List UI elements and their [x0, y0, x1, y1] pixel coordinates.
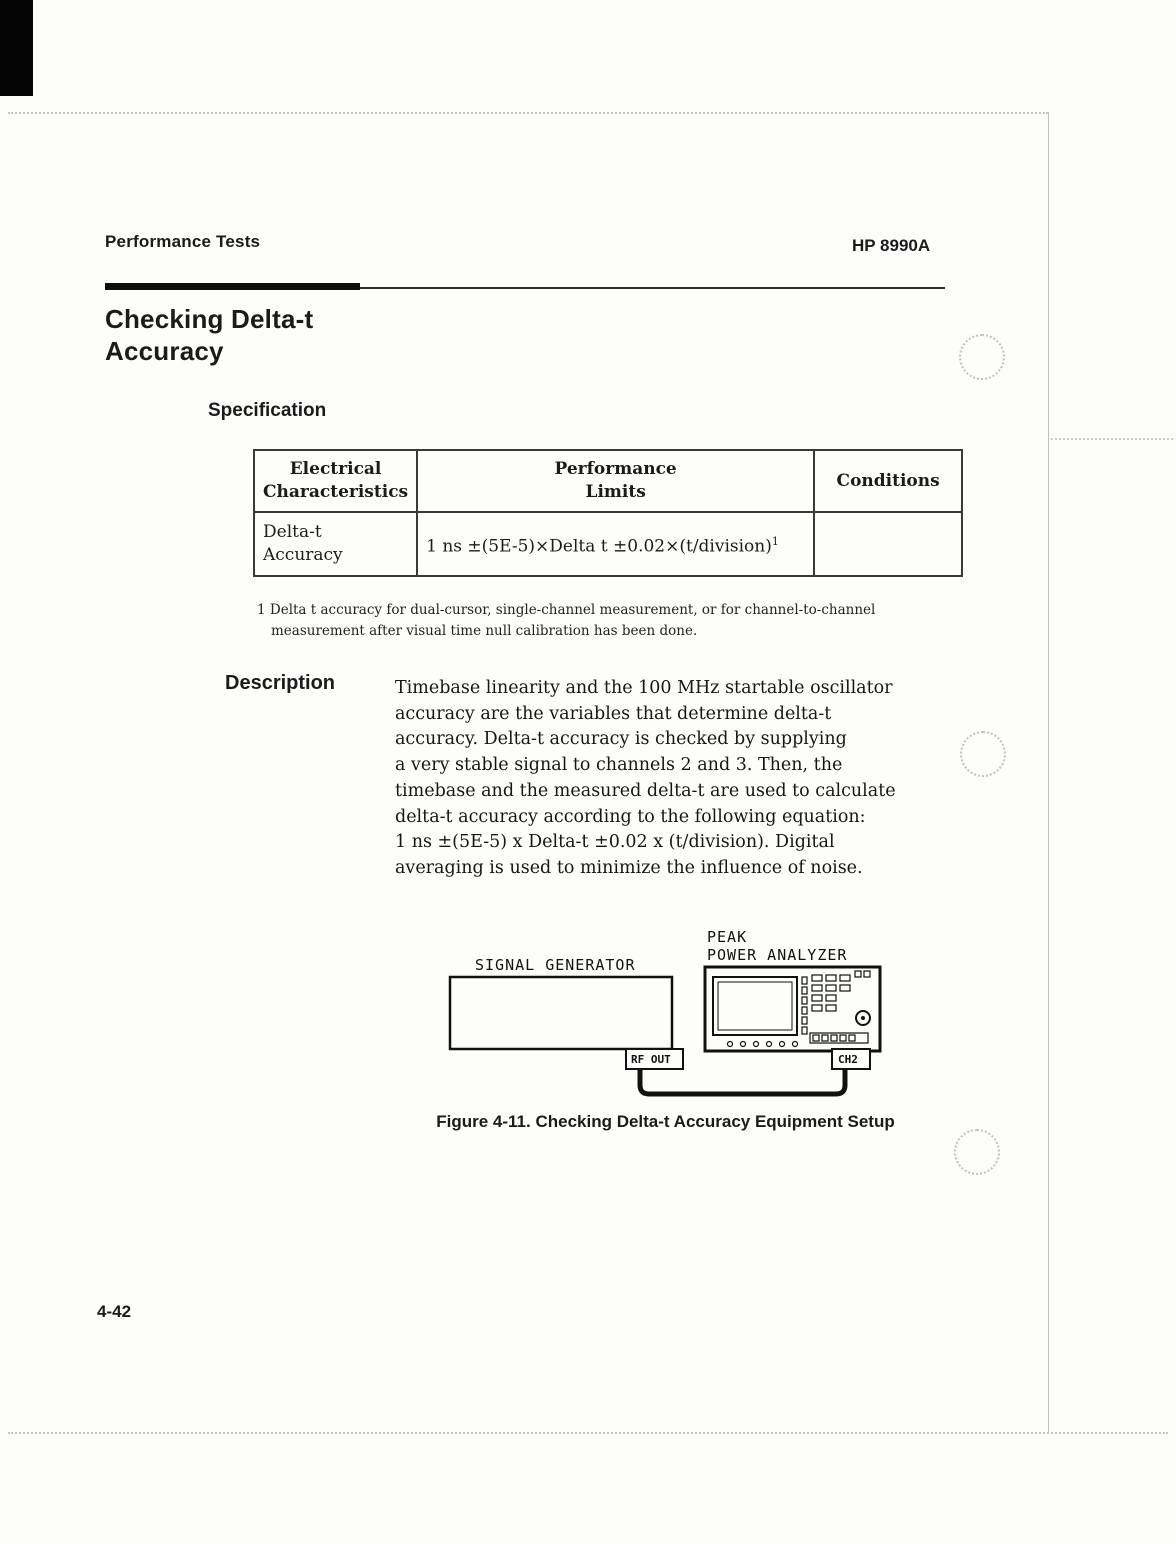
page-title-line2: Accuracy [105, 336, 224, 366]
description-line: a very stable signal to channels 2 and 3. Then, the [395, 755, 843, 776]
cell-performance-limit: 1 ns ±(5E-5)×Delta t ±0.02×(t/division)$^1$ [417, 512, 814, 576]
table-row [254, 512, 962, 576]
signal-generator-box [450, 977, 672, 1049]
equipment-setup-diagram [400, 925, 940, 1110]
description-line: averaging is used to minimize the influence of noise. [395, 857, 863, 878]
footnote-marker: 1 [771, 534, 779, 548]
analyzer-knob [856, 1011, 870, 1025]
binder-hole [960, 731, 1006, 777]
description-line: delta-t accuracy according to the following equation: [395, 806, 866, 827]
scan-artifact-black-bar [0, 0, 33, 96]
description-line: Timebase linearity and the 100 MHz startable oscillator [395, 678, 893, 698]
scan-artifact-right-segment [1051, 438, 1173, 440]
footnote-line2: measurement after visual time null calibration has been done. [271, 623, 698, 639]
power-analyzer-instrument [705, 967, 880, 1051]
binder-hole [954, 1129, 1000, 1175]
specification-heading: Specification [208, 400, 327, 421]
page-title [105, 303, 313, 367]
description-line: accuracy are the variables that determine delta-t [395, 703, 832, 724]
binder-hole [959, 334, 1005, 380]
analyzer-connectors [728, 1042, 798, 1047]
header-rule-thick [105, 283, 360, 290]
analyzer-screen [713, 977, 797, 1035]
description-line: accuracy. Delta-t accuracy is checked by supplying [395, 729, 847, 750]
footnote-line1: 1 Delta t accuracy for dual-cursor, single-channel measurement, or for channel-to-channel [257, 602, 876, 618]
header-rule-thin [360, 287, 945, 289]
page-number: 4-42 [97, 1302, 132, 1321]
rf-out-label: RF OUT [631, 1053, 671, 1066]
table-footnote [257, 600, 875, 642]
rf-out-connector [626, 1049, 683, 1069]
header-section-title: Performance Tests [105, 232, 261, 251]
column-header-electrical-characteristics: Electrical Characteristics [254, 450, 417, 512]
signal-generator-label: SIGNAL GENERATOR [475, 956, 636, 974]
description-line: timebase and the measured delta-t are used to calculate [395, 780, 896, 801]
cell-electrical-characteristic: Delta-t Accuracy [254, 512, 417, 576]
header-model-number: HP 8990A [852, 236, 931, 255]
ch2-label: CH2 [838, 1053, 858, 1066]
table-header-row [254, 450, 962, 512]
description-line: 1 ns ±(5E-5) x Delta-t ±0.02 x (t/division). Digital [395, 832, 835, 853]
figure-caption: Figure 4-11. Checking Delta-t Accuracy Equipment Setup [436, 1112, 895, 1131]
scan-artifact-bottom-edge [8, 1432, 1168, 1434]
ch2-connector [832, 1049, 870, 1069]
peak-label: PEAK [707, 928, 748, 946]
cell-conditions [814, 512, 962, 576]
page-title-line1: Checking Delta-t [105, 304, 314, 334]
column-header-performance-limits: Performance Limits [417, 450, 814, 512]
analyzer-buttons [802, 971, 870, 1043]
power-analyzer-label: POWER ANALYZER [707, 946, 848, 964]
specification-table [253, 449, 963, 577]
column-header-conditions: Conditions [814, 450, 962, 512]
equipment-setup-figure [400, 925, 940, 1115]
description-heading: Description [225, 672, 336, 694]
description-paragraph [395, 676, 955, 882]
scan-artifact-right-edge [1048, 112, 1049, 1434]
scan-artifact-top-edge [8, 112, 1048, 114]
